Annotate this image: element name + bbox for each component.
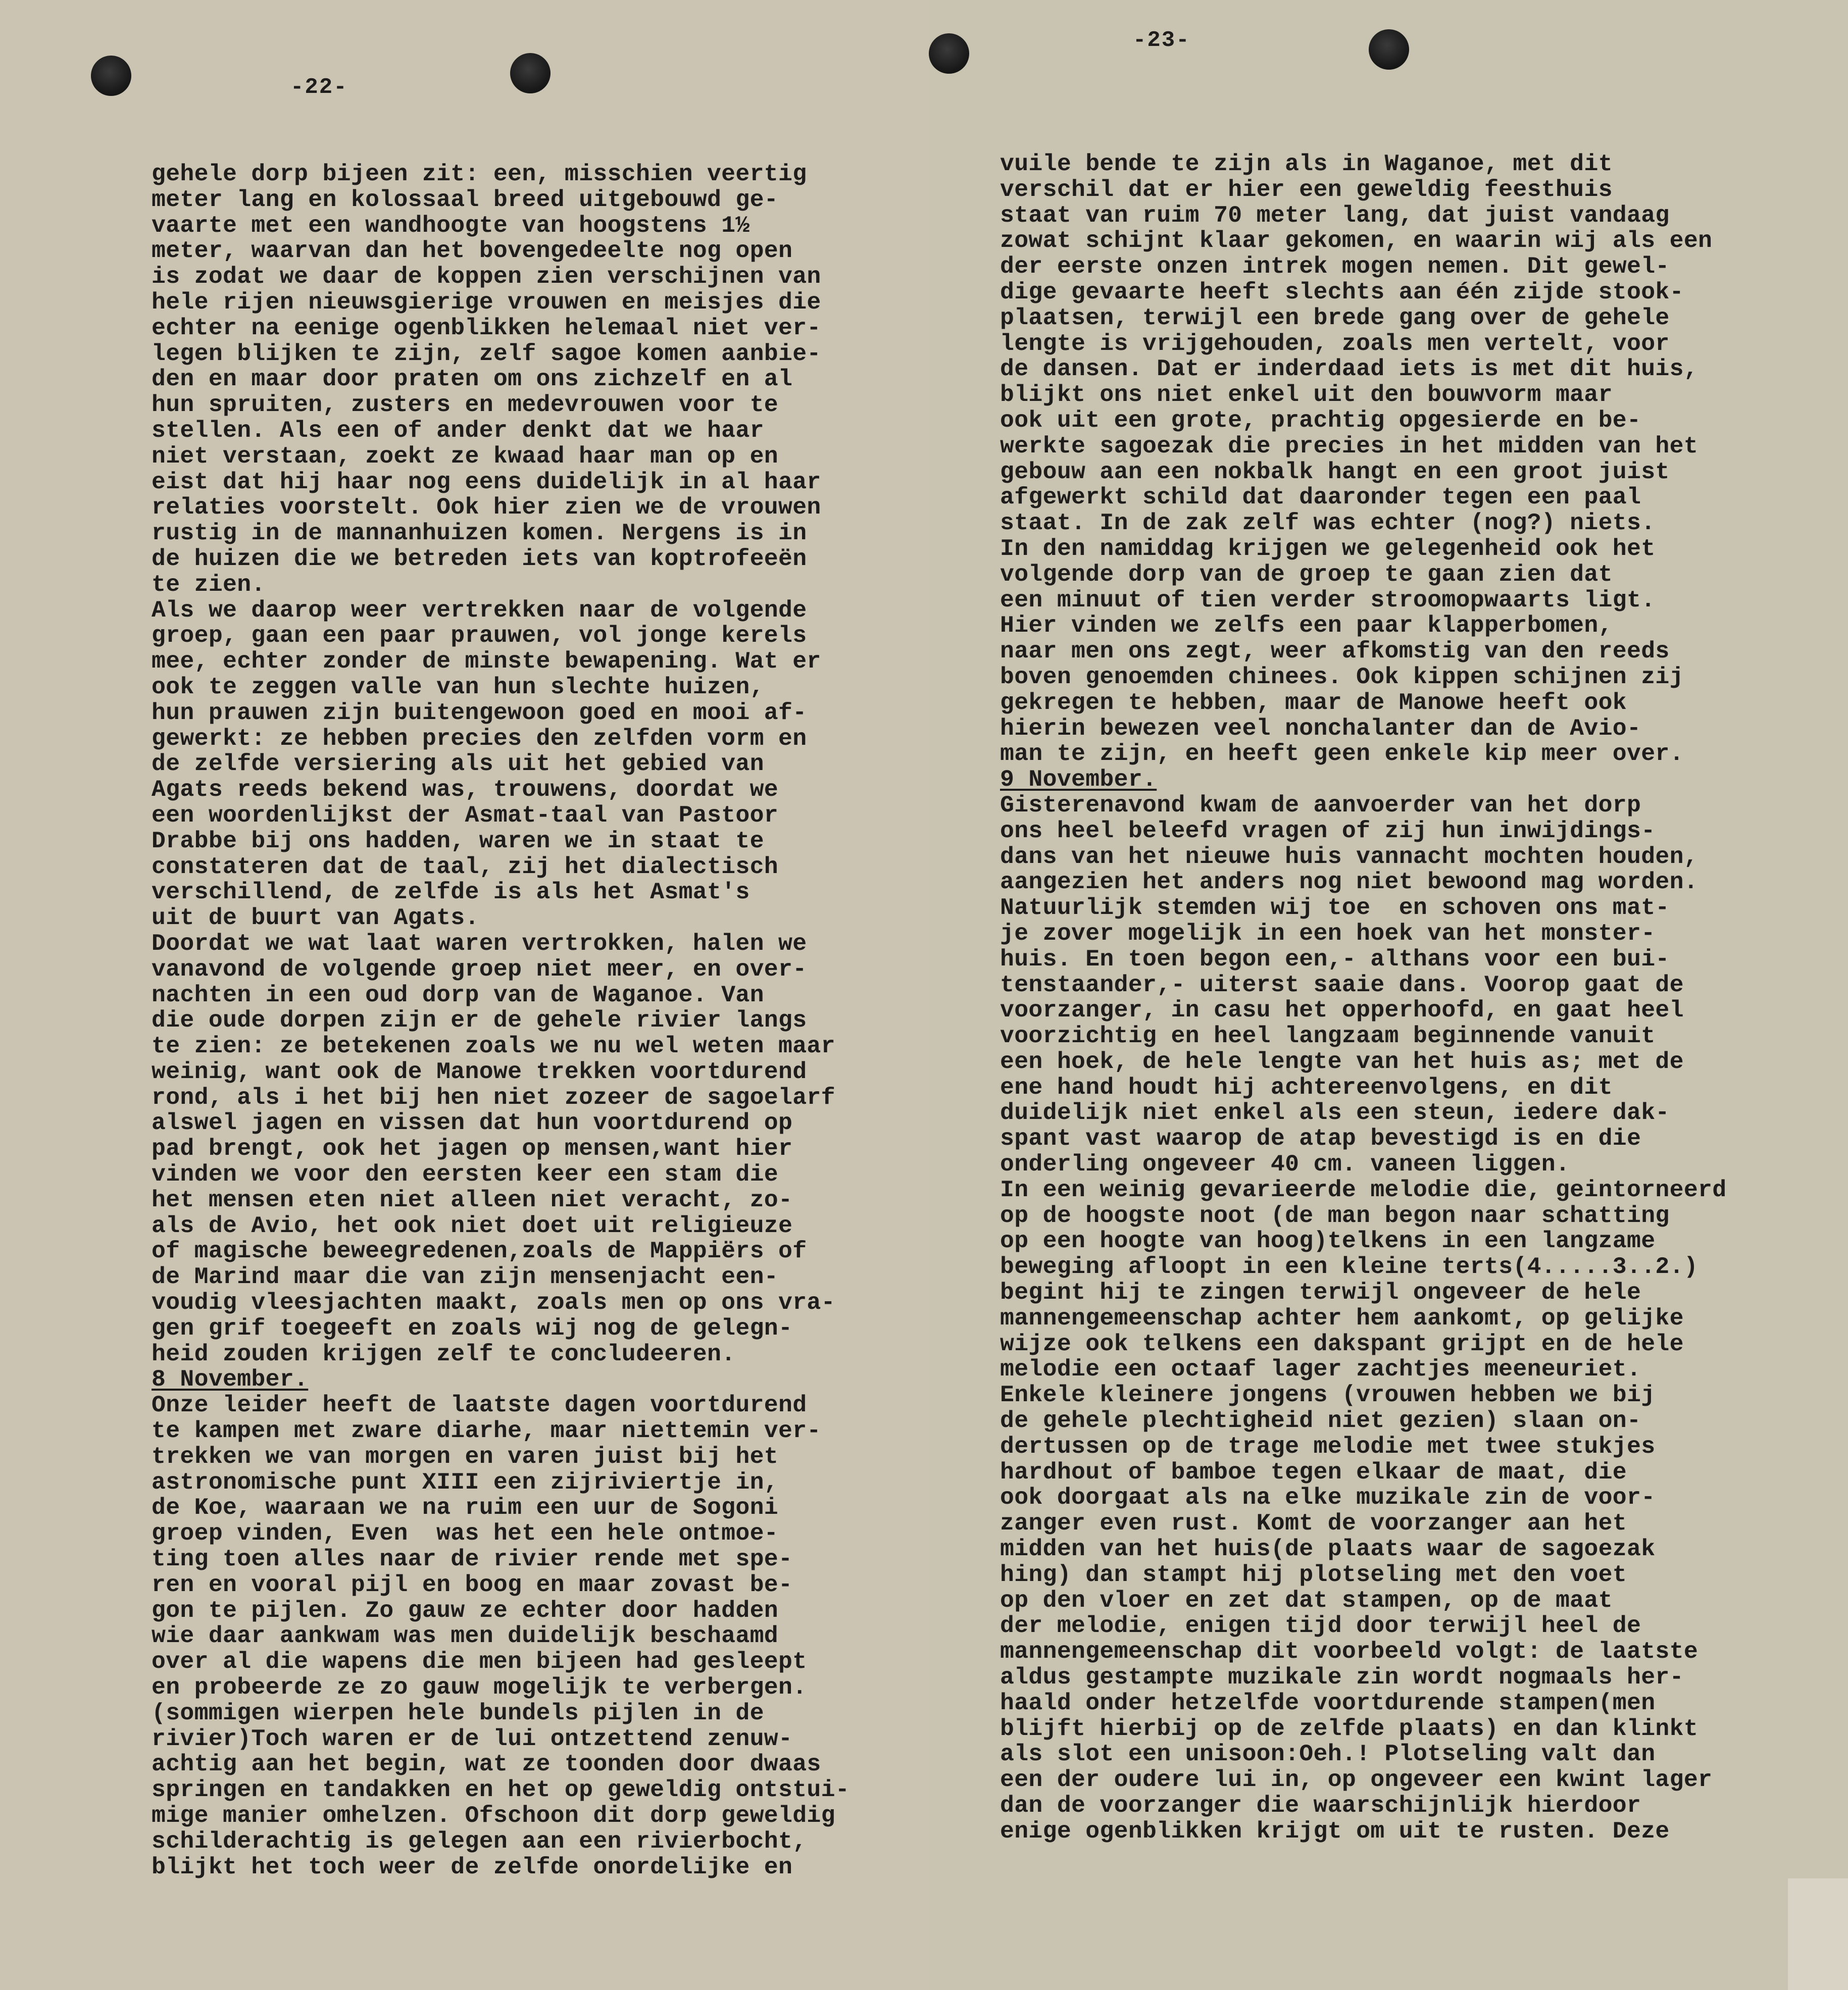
text-line: Natuurlijk stemden wij toe en schoven ons mat- (1000, 894, 1670, 922)
text-line: vaarte met een wandhoogte van hoogstens 1½ (152, 212, 750, 239)
text-line: als slot een unisoon:Oeh.! Plotseling valt dan (1000, 1741, 1656, 1768)
text-line: de huizen die we betreden iets van koptrofeeën (152, 545, 807, 572)
text-line: der melodie, enigen tijd door terwijl heel de (1000, 1612, 1641, 1640)
punch-hole-icon (1369, 29, 1409, 70)
text-line: schilderachtig is gelegen aan een rivierbocht, (152, 1827, 807, 1855)
text-line: hun prauwen zijn buitengewoon goed en mooi af- (152, 699, 807, 726)
text-line: rivier)Toch waren er de lui ontzettend zenuw- (152, 1725, 793, 1752)
text-line: en probeerde ze zo gauw mogelijk te verbergen. (152, 1674, 807, 1701)
text-line: afgewerkt schild dat daaronder tegen een paal (1000, 484, 1641, 511)
text-line: de dansen. Dat er inderdaad iets is met dit huis, (1000, 355, 1699, 383)
text-line: nachten in een oud dorp van de Waganoe. Van (152, 981, 764, 1008)
text-line: legen blijken te zijn, zelf sagoe komen aanbie- (152, 340, 821, 367)
text-line: of magische beweegredenen,zoals de Mappiërs of (152, 1238, 807, 1265)
text-line: werkte sagoezak die precies in het midden van het (1000, 432, 1699, 460)
text-line: dertussen op de trage melodie met twee stukjes (1000, 1433, 1656, 1460)
text-line: dans van het nieuwe huis vannacht mochten houden, (1000, 843, 1699, 870)
text-line: staat van ruim 70 meter lang, dat juist vandaag (1000, 201, 1670, 229)
text-line: als de Avio, het ook niet doet uit religieuze (152, 1212, 793, 1239)
text-line: wie daar aankwam was men duidelijk beschaamd (152, 1622, 778, 1650)
text-line: mee, echter zonder de minste bewapening. Wat er (152, 648, 821, 675)
scan-edge (1788, 1878, 1848, 1990)
text-line: gen grif toegeeft en zoals wij nog de gelegn- (152, 1314, 793, 1342)
text-line: dige gevaarte heeft slechts aan één zijde stook- (1000, 278, 1684, 305)
page-number: -22- (290, 75, 348, 100)
text-line: je zover mogelijk in een hoek van het monster- (1000, 920, 1656, 947)
text-line: spant vast waarop de atap bevestigd is en die (1000, 1125, 1641, 1152)
text-line: vuile bende te zijn als in Waganoe, met dit (1000, 150, 1613, 177)
text-line: te kampen met zware diarhe, maar niettemin ver- (152, 1417, 821, 1445)
text-line: gebouw aan een nokbalk hangt en een groot juist (1000, 458, 1670, 485)
text-line: Enkele kleinere jongens (vrouwen hebben we bij (1000, 1382, 1656, 1409)
text-line: vanavond de volgende groep niet meer, en over- (152, 955, 807, 983)
text-line: Gisterenavond kwam de aanvoerder van het dorp (1000, 791, 1641, 819)
text-line: over al die wapens die men bijeen had gesleept (152, 1648, 807, 1675)
text-line: melodie een octaaf lager zachtjes meeneuriet. (1000, 1356, 1641, 1383)
text-line: groep, gaan een paar prauwen, vol jonge kerels (152, 622, 807, 649)
text-line: plaatsen, terwijl een brede gang over de gehele (1000, 304, 1670, 331)
text-line: aangezien het anders nog niet bewoond mag worden. (1000, 869, 1699, 896)
text-line: op een hoogte van hoog)telkens in een langzame (1000, 1228, 1656, 1255)
text-line: die oude dorpen zijn er de gehele rivier langs (152, 1007, 807, 1034)
text-line: blijft hierbij op de zelfde plaats) en dan klinkt (1000, 1715, 1699, 1742)
text-line: rustig in de mannanhuizen komen. Nergens is in (152, 520, 807, 547)
text-line: tenstaander,- uiterst saaie dans. Voorop gaat de (1000, 971, 1684, 998)
text-line: In den namiddag krijgen we gelegenheid ook het (1000, 535, 1656, 562)
text-line: het mensen eten niet alleen niet veracht, zo- (152, 1186, 793, 1213)
text-line: mige manier omhelzen. Ofschoon dit dorp geweldig (152, 1802, 835, 1829)
text-line: staat. In de zak zelf was echter (nog?) niets. (1000, 509, 1656, 537)
text-line: een hoek, de hele lengte van het huis as; met de (1000, 1048, 1684, 1075)
text-line: verschil dat er hier een geweldig feesthuis (1000, 176, 1613, 203)
text-line: dan de voorzanger die waarschijnlijk hierdoor (1000, 1792, 1641, 1819)
text-line: de Koe, waaraan we na ruim een uur de Sogoni (152, 1494, 778, 1521)
text-line: gehele dorp bijeen zit: een, misschien veertig (152, 161, 807, 187)
text-line: Drabbe bij ons hadden, waren we in staat te (152, 827, 764, 854)
text-line: gewerkt: ze hebben precies den zelfden vorm en (152, 725, 807, 752)
date-heading: 9 November. (1000, 766, 1157, 793)
text-line: rond, als i het bij hen niet zozeer de sagoelarf (152, 1084, 835, 1111)
text-line: der eerste onzen intrek mogen nemen. Dit gewel- (1000, 253, 1670, 280)
text-line: weinig, want ook de Manowe trekken voortdurend (152, 1058, 807, 1085)
text-line: zanger even rust. Komt de voorzanger aan het (1000, 1510, 1627, 1537)
text-line: voudig vleesjachten maakt, zoals men op ons vra- (152, 1289, 835, 1316)
text-line: voorzanger, in casu het opperhoofd, en gaat heel (1000, 997, 1684, 1024)
text-line: heid zouden krijgen zelf te concludeeren. (152, 1340, 736, 1367)
text-line: duidelijk niet enkel als een steun, iedere dak- (1000, 1099, 1670, 1127)
text-line: ook te zeggen valle van hun slechte huizen, (152, 673, 764, 700)
text-line: groep vinden, Even was het een hele ontmoe- (152, 1520, 778, 1547)
text-line: mannengemeenschap achter hem aankomt, op gelijke (1000, 1304, 1684, 1332)
text-line: Agats reeds bekend was, trouwens, doordat we (152, 776, 778, 803)
text-line: haald onder hetzelfde voortdurende stampen(men (1000, 1689, 1656, 1716)
text-line: te zien: ze betekenen zoals we nu wel weten maar (152, 1033, 835, 1060)
text-line: constateren dat de taal, zij het dialectisch (152, 853, 778, 880)
text-line: blijkt het toch weer de zelfde onordelijke en (152, 1853, 793, 1880)
text-line: gon te pijlen. Zo gauw ze echter door hadden (152, 1597, 778, 1624)
text-line: gekregen te hebben, maar de Manowe heeft ook (1000, 689, 1627, 716)
text-line: een minuut of tien verder stroomopwaarts ligt. (1000, 586, 1656, 614)
text-line: de zelfde versiering als uit het gebied van (152, 750, 764, 778)
text-line: Als we daarop weer vertrekken naar de volgende (152, 596, 807, 624)
text-line: ons heel beleefd vragen of zij hun inwijdings- (1000, 817, 1656, 844)
text-line: onderling ongeveer 40 cm. vaneen liggen. (1000, 1151, 1570, 1178)
punch-hole-icon (91, 56, 131, 96)
text-line: aldus gestampte muzikale zin wordt nogmaals her- (1000, 1664, 1684, 1691)
text-line: eist dat hij haar nog eens duidelijk in al haar (152, 468, 821, 495)
text-line: relaties voorstelt. Ook hier zien we de vrouwen (152, 494, 821, 521)
text-line: ene hand houdt hij achtereenvolgens, en dit (1000, 1074, 1613, 1101)
text-line: meter lang en kolossaal breed uitgebouwd ge- (152, 186, 778, 213)
text-line: lengte is vrijgehouden, zoals men vertelt, voor (1000, 330, 1670, 357)
text-line: hele rijen nieuwsgierige vrouwen en meisjes die (152, 288, 821, 316)
text-line: alswel jagen en vissen dat hun voortdurend op (152, 1109, 793, 1137)
text-line: hierin bewezen veel nonchalanter dan de Avio- (1000, 715, 1641, 742)
text-line: vinden we voor den eersten keer een stam die (152, 1161, 778, 1188)
text-line: man te zijn, en heeft geen enkele kip meer over. (1000, 740, 1684, 768)
text-line: begint hij te zingen terwijl ongeveer de hele (1000, 1279, 1641, 1306)
text-line: den en maar door praten om ons zichzelf en al (152, 366, 793, 393)
text-line: volgende dorp van de groep te gaan zien dat (1000, 560, 1613, 588)
text-line: Doordat we wat laat waren vertrokken, halen we (152, 930, 807, 957)
text-line: hardhout of bamboe tegen elkaar de maat, die (1000, 1458, 1627, 1486)
text-line: trekken we van morgen en varen juist bij het (152, 1443, 778, 1470)
text-line: te zien. (152, 571, 266, 598)
text-line: een woordenlijkst der Asmat-taal van Pastoor (152, 801, 778, 829)
text-line: pad brengt, ook het jagen op mensen,want hier (152, 1135, 793, 1162)
page-number: -23- (1133, 28, 1190, 53)
text-line: (sommigen wierpen hele bundels pijlen in de (152, 1699, 764, 1726)
text-line: enige ogenblikken krijgt om uit te rusten. Deze (1000, 1817, 1670, 1845)
text-line: ting toen alles naar de rivier rende met spe- (152, 1546, 793, 1573)
text-line: beweging afloopt in een kleine terts(4.....3..2.) (1000, 1253, 1699, 1281)
text-line: ook doorgaat als na elke muzikale zin de voor- (1000, 1484, 1656, 1511)
text-line: de Marind maar die van zijn mensenjacht een- (152, 1263, 778, 1291)
text-line: midden van het huis(de plaats waar de sagoezak (1000, 1536, 1656, 1563)
text-line: op den vloer en zet dat stampen, op de maat (1000, 1587, 1613, 1614)
text-line: naar men ons zegt, weer afkomstig van den reeds (1000, 638, 1670, 665)
text-line: meter, waarvan dan het bovengedeelte nog open (152, 237, 793, 265)
text-line: stellen. Als een of ander denkt dat we haar (152, 417, 764, 444)
text-line: achtig aan het begin, wat ze toonden door dwaas (152, 1751, 821, 1778)
text-line: astronomische punt XIII een zijriviertje in, (152, 1468, 778, 1496)
date-heading: 8 November. (152, 1366, 309, 1393)
text-line: verschillend, de zelfde is als het Asmat's (152, 879, 750, 906)
text-line: niet verstaan, zoekt ze kwaad haar man op en (152, 442, 778, 470)
text-line: echter na eenige ogenblikken helemaal niet ver- (152, 314, 821, 341)
text-line: In een weinig gevarieerde melodie die, geintorneerd (1000, 1176, 1727, 1203)
text-line: uit de buurt van Agats. (152, 904, 479, 932)
punch-hole-icon (929, 33, 969, 74)
text-line: Onze leider heeft de laatste dagen voortdurend (152, 1392, 807, 1419)
text-line: wijze ook telkens een dakspant grijpt en de hele (1000, 1330, 1684, 1357)
text-line: blijkt ons niet enkel uit den bouwvorm maar (1000, 381, 1613, 409)
text-line: mannengemeenschap dit voorbeeld volgt: de laatste (1000, 1638, 1699, 1665)
text-line: is zodat we daar de koppen zien verschijnen van (152, 263, 821, 290)
text-line: boven genoemden chinees. Ook kippen schijnen zij (1000, 663, 1684, 690)
left-text-column (152, 162, 850, 1880)
text-line: ook uit een grote, prachtig opgesierde en be- (1000, 406, 1641, 434)
text-line: huis. En toen begon een,- althans voor een bui- (1000, 945, 1670, 973)
text-line: zowat schijnt klaar gekomen, en waarin wij als een (1000, 227, 1713, 254)
text-line: Hier vinden we zelfs een paar klapperbomen, (1000, 612, 1613, 639)
text-line: ren en vooral pijl en boog en maar zovast be- (152, 1571, 793, 1598)
text-line: voorzichtig en heel langzaam beginnende vanuit (1000, 1023, 1656, 1050)
text-line: de gehele plechtigheid niet gezien) slaan on- (1000, 1407, 1641, 1435)
text-line: hun spruiten, zusters en medevrouwen voor te (152, 391, 778, 419)
text-line: op de hoogste noot (de man begon naar schatting (1000, 1202, 1670, 1229)
text-line: een der oudere lui in, op ongeveer een kwint lager (1000, 1766, 1713, 1794)
text-line: hing) dan stampt hij plotseling met den voet (1000, 1561, 1627, 1588)
punch-hole-icon (510, 53, 551, 93)
right-text-column (1000, 151, 1726, 1845)
text-line: springen en tandakken en het op geweldig ontstui- (152, 1776, 850, 1804)
